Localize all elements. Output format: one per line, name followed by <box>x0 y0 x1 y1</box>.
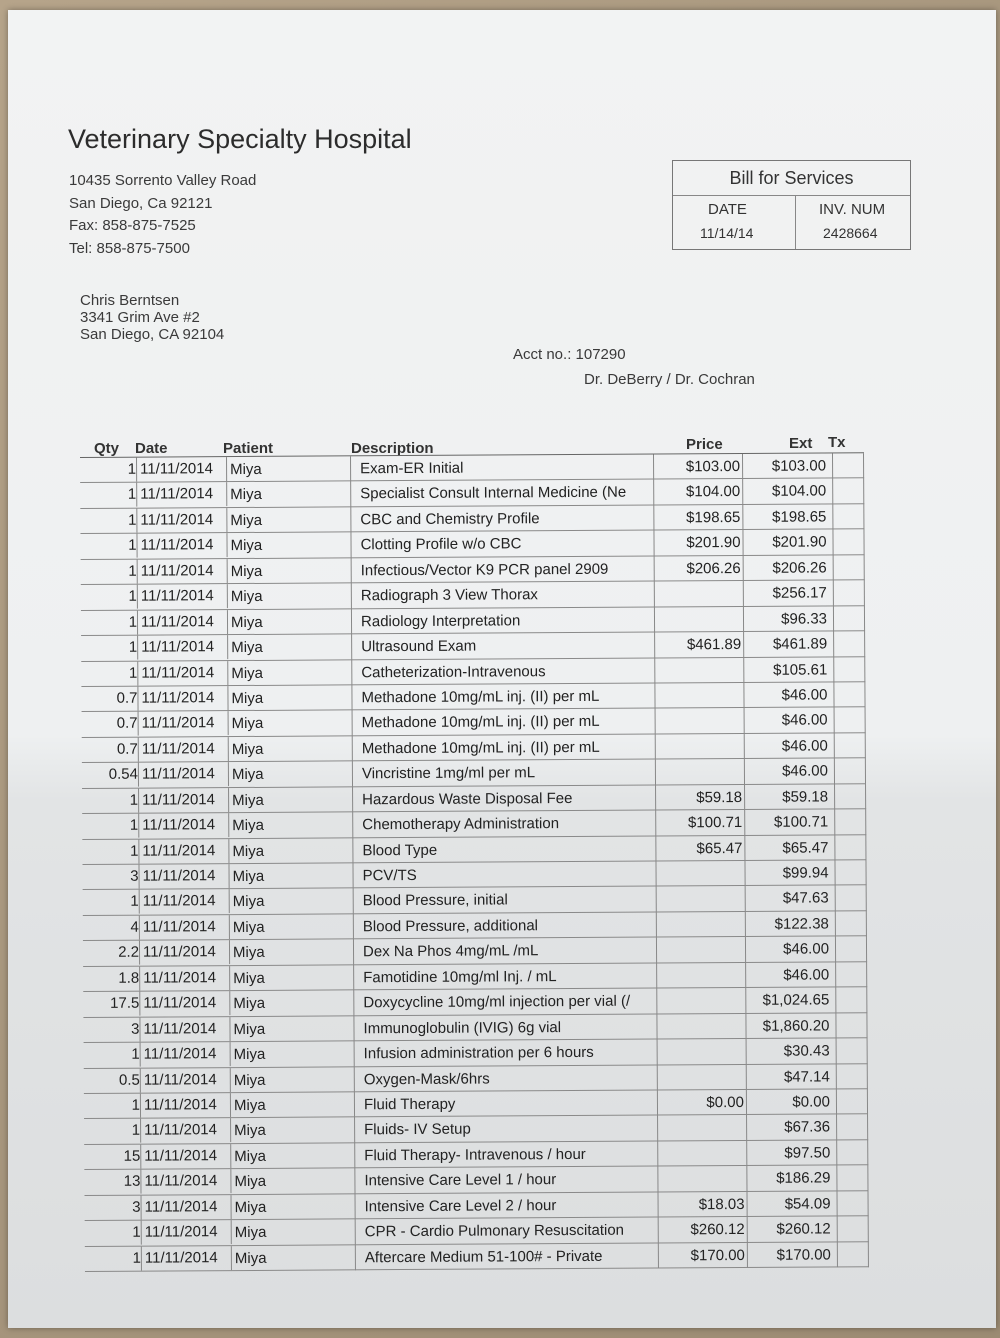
row-qty: 1 <box>80 509 137 533</box>
row-patient: Miya <box>231 715 264 733</box>
row-ext: $30.43 <box>783 1042 830 1060</box>
row-qty: 0.7 <box>82 737 139 761</box>
row-ext: $96.33 <box>781 610 828 628</box>
hospital-address-line: 10435 Sorrento Valley Road <box>69 172 257 189</box>
row-date: 11/11/2014 <box>145 1220 232 1245</box>
row-price <box>660 1170 744 1171</box>
row-qty: 1 <box>84 1043 141 1067</box>
row-patient: Miya <box>232 944 265 962</box>
row-price <box>660 1145 744 1146</box>
row-description: CBC and Chemistry Profile <box>360 510 540 529</box>
row-qty: 1 <box>82 788 139 812</box>
row-price <box>658 712 742 713</box>
row-date: 11/11/2014 <box>143 890 230 915</box>
row-date: 11/11/2014 <box>144 1042 231 1067</box>
row-date: 11/11/2014 <box>143 966 230 991</box>
row-ext: $105.61 <box>773 660 828 679</box>
bill-date-value: 11/14/14 <box>700 225 754 241</box>
row-price <box>658 738 742 739</box>
row-description: Infusion administration per 6 hours <box>363 1043 594 1063</box>
row-description: Chemotherapy Administration <box>362 815 560 834</box>
row-date: 11/11/2014 <box>141 661 228 686</box>
hospital-name: Veterinary Specialty Hospital <box>68 124 412 154</box>
row-price: $103.00 <box>685 457 741 476</box>
row-qty: 1 <box>82 839 139 863</box>
account-value: 107290 <box>575 346 626 363</box>
col-price: Price <box>686 436 723 453</box>
row-description: Vincristine 1mg/ml per mL <box>361 764 536 783</box>
row-qty: 13 <box>84 1170 141 1194</box>
row-price: $104.00 <box>685 483 741 501</box>
row-date: 11/11/2014 <box>143 940 230 965</box>
row-date: 11/11/2014 <box>143 915 230 940</box>
row-ext: $100.71 <box>773 813 829 831</box>
row-date: 11/11/2014 <box>141 635 228 660</box>
row-price <box>659 890 743 891</box>
row-qty: 0.5 <box>84 1068 141 1092</box>
row-patient: Miya <box>234 1173 267 1191</box>
row-patient: Miya <box>230 486 262 504</box>
row-qty: 1 <box>84 1094 141 1118</box>
row-price <box>659 865 743 866</box>
row-description: Methadone 10mg/mL inj. (II) per mL <box>361 687 600 707</box>
row-qty: 1 <box>81 636 138 660</box>
col-tx: Tx <box>828 434 846 451</box>
row-ext: $1,024.65 <box>762 991 830 1010</box>
row-price: $198.65 <box>686 508 741 527</box>
row-price <box>659 992 743 993</box>
row-patient: Miya <box>234 1249 267 1267</box>
row-date: 11/11/2014 <box>143 1017 230 1042</box>
table-body <box>80 453 869 1272</box>
bill-inv-value: 2428664 <box>823 225 878 241</box>
row-date: 11/11/2014 <box>140 457 227 482</box>
row-qty: 0.7 <box>82 712 139 736</box>
bill-inv-label: INV. NUM <box>819 201 886 218</box>
row-price <box>660 1043 744 1044</box>
hospital-address <box>69 170 256 260</box>
row-description: Fluids- IV Setup <box>364 1121 471 1139</box>
row-patient: Miya <box>231 766 264 784</box>
row-description: Catheterization-Intravenous <box>361 662 546 681</box>
row-date: 11/11/2014 <box>142 839 229 864</box>
row-ext: $67.36 <box>784 1118 831 1137</box>
table-row <box>85 1242 869 1272</box>
row-qty: 1 <box>84 1119 141 1143</box>
row-patient: Miya <box>232 842 265 860</box>
row-ext: $46.00 <box>781 711 828 730</box>
row-description: Clotting Profile w/o CBC <box>360 535 522 554</box>
row-date: 11/11/2014 <box>142 737 229 762</box>
row-ext: $103.00 <box>771 457 827 475</box>
row-qty: 1 <box>81 661 138 685</box>
row-description: Dex Na Phos 4mg/mL /mL <box>362 942 539 961</box>
row-date: 11/11/2014 <box>144 1093 231 1118</box>
row-price <box>660 1068 744 1069</box>
row-patient: Miya <box>234 1198 267 1216</box>
customer-name: Chris Berntsen <box>80 292 180 309</box>
hospital-fax: Fax: 858-875-7525 <box>69 217 196 234</box>
row-price <box>657 611 741 612</box>
row-description: Aftercare Medium 51-100# - Private <box>364 1247 603 1266</box>
row-ext: $46.00 <box>781 762 828 780</box>
col-ext: Ext <box>789 435 813 452</box>
row-price: $65.47 <box>696 839 743 857</box>
row-qty: 1 <box>85 1221 142 1245</box>
row-description: Methadone 10mg/mL inj. (II) per mL <box>361 738 600 758</box>
row-patient: Miya <box>230 588 263 606</box>
row-qty: 1 <box>83 890 140 914</box>
row-patient: Miya <box>231 638 263 657</box>
row-patient: Miya <box>232 867 265 886</box>
row-patient: Miya <box>232 817 264 835</box>
row-price <box>660 1119 744 1120</box>
row-date: 11/11/2014 <box>140 508 227 533</box>
row-date: 11/11/2014 <box>142 813 229 838</box>
row-patient: Miya <box>230 613 263 631</box>
row-ext: $461.89 <box>772 635 828 653</box>
row-ext: $46.00 <box>781 737 828 755</box>
row-description: Intensive Care Level 1 / hour <box>364 1171 557 1190</box>
row-ext: $54.09 <box>784 1195 831 1213</box>
row-qty: 2.2 <box>83 941 140 965</box>
row-description: Ultrasound Exam <box>361 637 477 656</box>
bill-info-box <box>672 160 911 250</box>
row-ext: $0.00 <box>792 1093 831 1111</box>
hospital-tel: Tel: 858-875-7500 <box>69 239 190 257</box>
row-date: 11/11/2014 <box>144 1144 231 1169</box>
row-qty: 1.8 <box>83 966 140 990</box>
row-description: Specialist Consult Internal Medicine (Ne <box>360 484 627 503</box>
row-price: $260.12 <box>690 1221 745 1239</box>
row-description: Radiograph 3 View Thorax <box>360 586 538 605</box>
row-date: 11/11/2014 <box>141 584 228 609</box>
row-description: Immunoglobulin (IVIG) 6g vial <box>363 1018 562 1037</box>
row-description: Oxygen-Mask/6hrs <box>363 1070 490 1088</box>
row-ext: $201.90 <box>772 533 827 552</box>
row-qty: 3 <box>83 1017 140 1041</box>
row-price: $461.89 <box>686 636 742 654</box>
customer-city: San Diego, CA 92104 <box>80 326 225 343</box>
row-price: $0.00 <box>706 1093 745 1112</box>
row-patient: Miya <box>230 460 262 479</box>
row-ext: $46.00 <box>781 686 828 704</box>
row-price <box>659 941 743 942</box>
doctors: Dr. DeBerry / Dr. Cochran <box>584 371 755 388</box>
row-ext: $104.00 <box>771 482 827 501</box>
row-description: Radiology Interpretation <box>360 611 521 630</box>
row-description: Exam-ER Initial <box>360 459 464 478</box>
row-description: Hazardous Waste Disposal Fee <box>362 789 573 808</box>
row-description: Doxycycline 10mg/ml injection per vial (/ <box>363 992 631 1012</box>
row-patient: Miya <box>233 1096 266 1115</box>
row-ext: $186.29 <box>776 1169 831 1188</box>
row-ext: $65.47 <box>782 838 829 857</box>
row-date: 11/11/2014 <box>142 711 229 736</box>
row-description: Methadone 10mg/mL inj. (II) per mL <box>361 713 600 732</box>
row-date: 11/11/2014 <box>141 559 228 584</box>
customer-address <box>80 292 224 343</box>
row-qty: 1 <box>81 585 138 609</box>
line-items-table <box>80 452 869 1272</box>
row-patient: Miya <box>234 1224 267 1242</box>
row-ext: $170.00 <box>776 1245 831 1264</box>
row-ext: $59.18 <box>782 788 829 806</box>
row-qty: 4 <box>83 916 140 940</box>
row-patient: Miya <box>231 740 264 758</box>
row-price <box>659 967 743 968</box>
row-patient: Miya <box>234 1147 266 1165</box>
row-date: 11/11/2014 <box>143 991 230 1016</box>
row-qty: 15 <box>84 1144 141 1168</box>
bill-date-label: DATE <box>708 201 747 218</box>
row-ext: $1,860.20 <box>762 1017 830 1035</box>
row-price <box>658 763 742 764</box>
row-date: 11/11/2014 <box>142 864 229 889</box>
row-price <box>659 916 743 917</box>
row-qty: 1 <box>81 559 138 583</box>
row-price: $201.90 <box>686 534 741 552</box>
row-description: Infectious/Vector K9 PCR panel 2909 <box>360 560 609 580</box>
row-description: Blood Pressure, additional <box>362 917 539 936</box>
row-qty: 0.7 <box>81 687 138 711</box>
row-ext: $122.38 <box>774 915 829 933</box>
customer-street: 3341 Grim Ave #2 <box>80 309 200 326</box>
row-patient: Miya <box>233 1045 266 1064</box>
row-patient: Miya <box>232 893 265 911</box>
row-date: 11/11/2014 <box>144 1118 231 1143</box>
row-ext: $206.26 <box>772 559 827 577</box>
row-qty: 17.5 <box>83 992 140 1016</box>
row-ext: $99.94 <box>782 864 829 882</box>
row-price: $206.26 <box>686 559 741 578</box>
row-price <box>659 1018 743 1019</box>
row-date: 11/11/2014 <box>144 1068 231 1093</box>
row-ext: $46.00 <box>783 940 830 959</box>
row-description: Fluid Therapy- Intravenous / hour <box>364 1145 586 1165</box>
row-description: PCV/TS <box>362 866 417 885</box>
col-patient: Patient <box>223 440 274 457</box>
row-date: 11/11/2014 <box>145 1195 232 1220</box>
row-ext: $198.65 <box>772 508 827 526</box>
col-date: Date <box>135 440 168 457</box>
row-qty: 3 <box>85 1195 142 1219</box>
row-date: 11/11/2014 <box>140 483 227 508</box>
col-description: Description <box>351 440 434 457</box>
row-qty: 1 <box>80 458 137 482</box>
row-description: Fluid Therapy <box>363 1095 456 1114</box>
row-ext: $47.14 <box>783 1067 830 1086</box>
row-ext: $260.12 <box>776 1220 831 1238</box>
row-description: Blood Pressure, initial <box>362 891 508 910</box>
row-patient: Miya <box>231 664 264 682</box>
row-ext: $97.50 <box>784 1144 831 1162</box>
row-price: $100.71 <box>687 814 743 832</box>
invoice-paper <box>8 10 996 1328</box>
row-qty: 1 <box>80 534 137 558</box>
row-qty: 1 <box>80 483 137 507</box>
row-patient: Miya <box>233 1071 266 1089</box>
row-date: 11/11/2014 <box>141 686 228 711</box>
hospital-address-line: San Diego, Ca 92121 <box>69 194 213 212</box>
row-date: 11/11/2014 <box>145 1246 232 1271</box>
row-ext: $256.17 <box>772 584 827 602</box>
row-description: CPR - Cardio Pulmonary Resuscitation <box>364 1221 625 1241</box>
row-price: $18.03 <box>698 1195 745 1213</box>
bill-title: Bill for Services <box>673 161 910 196</box>
row-patient: Miya <box>232 791 264 809</box>
bill-divider <box>795 195 796 249</box>
row-ext: $46.00 <box>783 966 830 984</box>
row-patient: Miya <box>232 918 265 936</box>
row-patient: Miya <box>233 969 265 987</box>
row-date: 11/11/2014 <box>142 762 229 787</box>
row-description: Blood Type <box>362 841 438 859</box>
row-description: Intensive Care Level 2 / hour <box>364 1196 557 1215</box>
row-price <box>657 687 741 688</box>
row-qty: 1 <box>81 610 138 634</box>
row-qty: 1 <box>85 1246 142 1270</box>
row-patient: Miya <box>233 1020 266 1038</box>
row-patient: Miya <box>230 562 263 580</box>
row-price: $170.00 <box>690 1246 745 1264</box>
row-date: 11/11/2014 <box>144 1169 231 1194</box>
account-label: Acct no.: <box>513 346 572 363</box>
row-date: 11/11/2014 <box>141 610 228 635</box>
row-qty: 0.54 <box>82 763 139 787</box>
row-patient: Miya <box>231 689 264 708</box>
row-date: 11/11/2014 <box>142 788 229 813</box>
row-patient: Miya <box>230 511 263 529</box>
row-patient: Miya <box>233 995 266 1013</box>
col-qty: Qty <box>94 440 120 457</box>
row-ext: $47.63 <box>782 889 829 908</box>
row-patient: Miya <box>230 537 263 555</box>
account-number <box>513 346 626 363</box>
row-qty: 1 <box>82 814 139 838</box>
row-qty: 3 <box>82 865 139 889</box>
row-date: 11/11/2014 <box>140 533 227 558</box>
row-price: $59.18 <box>696 788 743 806</box>
row-price <box>657 661 741 662</box>
row-description: Famotidine 10mg/ml Inj. / mL <box>363 967 557 987</box>
row-patient: Miya <box>234 1122 266 1140</box>
row-price <box>657 585 741 586</box>
